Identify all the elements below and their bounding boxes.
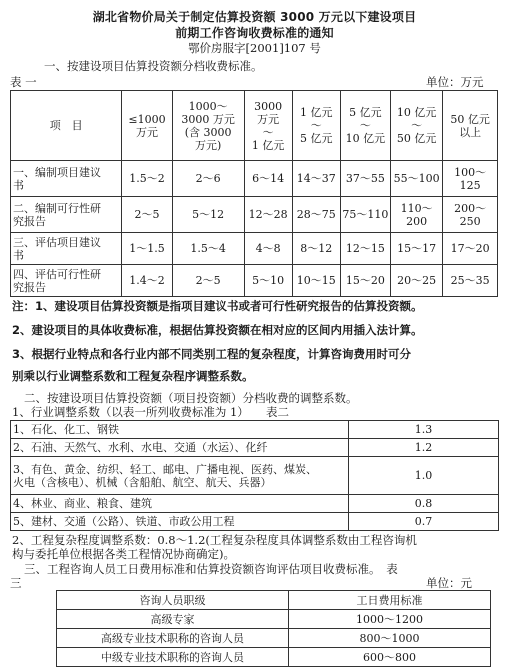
table-3-header-rank: 咨询人员职级 [57,591,289,610]
table-1-header-cell: 1000～ 3000 万元 (含 3000 万元) [172,91,244,161]
table-1-row-item: 一、编制项目建议 书 [11,161,122,197]
table-cell: 12～15 [340,233,390,265]
industry-label: 4、林业、商业、粮食、建筑 [11,495,349,513]
note-3-continued: 别乘以行业调整系数和工程复杂程序调整系数。 [12,369,254,383]
table-cell: 1～1.5 [122,233,172,265]
table-cell: 6～14 [244,161,292,197]
table-row [57,629,491,648]
table-cell: 14～37 [292,161,340,197]
table-1-row-item: 三、评估项目建议 书 [11,233,122,265]
table-cell: 17～20 [443,233,498,265]
staff-rank: 中级专业技术职称的咨询人员 [57,648,289,667]
table-1-header-cell: ≤1000 万元 [122,91,172,161]
daily-fee: 600～800 [289,648,491,667]
table-row [57,648,491,667]
table-1-row-item: 二、编制可行性研 究报告 [11,197,122,233]
staff-rank: 高级专家 [57,610,289,629]
table-3-header-fee: 工日费用标准 [289,591,491,610]
table-cell: 8～12 [292,233,340,265]
table-1-header-cell: 1 亿元 ～ 5 亿元 [292,91,340,161]
table-1-row-item: 四、评估可行性研 究报告 [11,265,122,297]
table-1-unit: 单位：万元 [426,75,484,89]
industry-coefficient: 1.3 [349,421,499,439]
table-1-caption: 表 一 [10,75,37,89]
table-cell: 1.4～2 [122,265,172,297]
fee-schedule-table [10,90,498,297]
section-2-paragraph-2-line-1: 2、工程复杂程度调整系数：0.8～1.2(工程复杂程度具体调整系数由工程咨询机 [12,533,417,547]
daily-fee: 800～1000 [289,629,491,648]
table-cell: 5～12 [172,197,244,233]
note-1: 注：1、建设项目估算投资额是指项目建议书或者可行性研究报告的估算投资额。 [12,299,423,313]
table-cell: 200～ 250 [443,197,498,233]
table-1-header-cell: 5 亿元 ～ 10 亿元 [340,91,390,161]
table-cell: 37～55 [340,161,390,197]
industry-adjustment-table [10,420,499,531]
industry-coefficient: 1.0 [349,457,499,495]
table-row [11,421,499,439]
document-title-line-1: 湖北省物价局关于制定估算投资额 3000 万元以下建设项目 [92,10,417,24]
staff-rank: 高级专业技术职称的咨询人员 [57,629,289,648]
table-cell: 20～25 [390,265,442,297]
industry-label: 5、建材、交通（公路）、铁道、市政公用工程 [11,513,349,531]
table-1-header-cell: 50 亿元 以上 [443,91,498,161]
table-cell: 2～5 [172,265,244,297]
table-1-header-row [11,91,498,161]
table-1-header-item: 项 目 [11,91,122,161]
table-row [11,513,499,531]
table-cell: 75～110 [340,197,390,233]
table-cell: 28～75 [292,197,340,233]
document-number: 鄂价房服字[2001]107 号 [188,41,321,55]
table-cell: 2～5 [122,197,172,233]
table-cell: 15～20 [340,265,390,297]
section-3-heading: 三、工程咨询人员工日费用标准和估算投资额咨询评估项目收费标准。 表 [24,562,398,576]
table-3-unit: 单位：元 [426,576,472,590]
section-2-heading: 二、按建设项目估算投资额（项目投资额）分档收费的调整系数。 [24,391,358,405]
document-title-line-2: 前期工作咨询收费标准的通知 [175,26,334,40]
industry-label: 2、石油、天然气、水利、水电、交通（水运）、化纤 [11,439,349,457]
table-1-header-cell: 10 亿元 ～ 50 亿元 [390,91,442,161]
table-3-header-row [57,591,491,610]
table-row [57,610,491,629]
table-cell: 12～28 [244,197,292,233]
table-row [11,161,498,197]
table-row [11,265,498,297]
table-row [11,233,498,265]
table-cell: 10～15 [292,265,340,297]
table-row [11,439,499,457]
industry-label: 1、石化、化工、钢铁 [11,421,349,439]
table-cell: 25～35 [443,265,498,297]
table-cell: 100～ 125 [443,161,498,197]
table-cell: 5～10 [244,265,292,297]
section-3-heading-continued: 三 [10,576,22,590]
section-1-heading: 一、按建设项目估算投资额分档收费标准。 [44,59,263,73]
table-cell: 4～8 [244,233,292,265]
table-row [11,197,498,233]
table-cell: 55～100 [390,161,442,197]
table-row [11,495,499,513]
table-cell: 1.5～2 [122,161,172,197]
table-1-header-cell: 3000 万元 ～ 1 亿元 [244,91,292,161]
table-cell: 110～ 200 [390,197,442,233]
daily-fee-table [56,590,491,667]
table-row [11,457,499,495]
industry-coefficient: 1.2 [349,439,499,457]
note-3: 3、根据行业特点和各行业内部不同类别工程的复杂程度，计算咨询费用时可分 [12,347,411,361]
daily-fee: 1000～1200 [289,610,491,629]
table-cell: 1.5～4 [172,233,244,265]
industry-label: 3、有色、黄金、纺织、轻工、邮电、广播电视、医药、煤炭、 火电（含核电）、机械（含船舶、航空、航天、兵器） [11,457,349,495]
note-2: 2、建设项目的具体收费标准，根据估算投资额在相对应的区间内用插入法计算。 [12,323,423,337]
table-cell: 2～6 [172,161,244,197]
section-2-paragraph-2-line-2: 构与委托单位根据各类工程情况协商确定)。 [12,547,235,561]
industry-coefficient: 0.8 [349,495,499,513]
industry-coefficient: 0.7 [349,513,499,531]
table-cell: 15～17 [390,233,442,265]
section-2-subheading: 1、行业调整系数（以表一所列收费标准为 1） 表二 [12,405,290,419]
